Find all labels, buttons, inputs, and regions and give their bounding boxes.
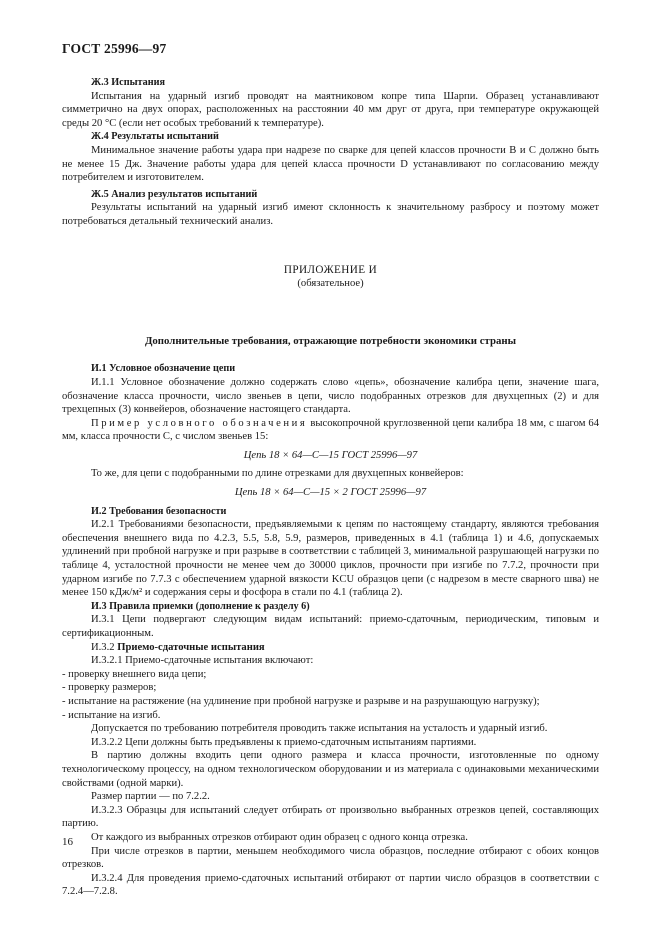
section-i3-p8: От каждого из выбранных отрезков отбирают один образец с одного конца отрезка. [91, 831, 468, 843]
example-label: Пример условного обозначения [91, 417, 308, 429]
section-i1-example [62, 417, 599, 444]
list-item: - испытание на растяжение (на удлинение при пробной нагрузке и разрыве и на разрушающую нагрузку); [62, 695, 540, 707]
section-i3-p3: Допускается по требованию потребителя проводить также испытания на усталость и ударный изгиб. [91, 723, 548, 735]
section-zh5-heading: Ж.5 Анализ результатов испытаний [91, 188, 258, 200]
example-text: высокопрочной круглозвенной цепи калибра 18 мм, с шагом 64 мм, класса прочности С, с числом звеньев 15: [62, 417, 599, 443]
appendix-title: ПРИЛОЖЕНИЕ И [283, 263, 378, 276]
section-i1-p1: И.1.1 Условное обозначение должно содержать слово «цепь», обозначение калибра цепи, значение шага, обозначение класса прочности, число звеньев в цепи, число подобранных отрезков для двухцепных (2) и для трехцепных (3) конвейеров, обозначение настоящего стандарта. [62, 376, 599, 416]
section-i3-p9: При числе отрезков в партии, меньшем необходимого числа образцов, последние отбирают с обоих концов отрезков. [62, 845, 599, 871]
list-item: - испытание на изгиб. [62, 709, 161, 721]
formula-1: Цепь 18 × 64—С—15 ГОСТ 25996—97 [243, 449, 418, 461]
section-zh3-heading: Ж.3 Испытания [91, 77, 166, 88]
section-i323: И.3.2.3 Образцы для испытаний следует отбирать от произвольно выбранных отрезков цепей, составляющих партию. [62, 804, 599, 830]
section-i322: И.3.2.2 Цепи должны быть предъявлены к приемо-сдаточным испытаниям партиями. [91, 736, 477, 748]
section-i324: И.3.2.4 Для проведения приемо-сдаточных испытаний отбирают от партии число образцов в соответствии с 7.2.4—7.2.8. [62, 872, 599, 898]
section-i3-p5: В партию должны входить цепи одного размера и класса прочности, изготовленные по одному технологическому процессу, на одном технологическом оборудовании и из материала с одинаковыми механическими свойствами (одной марки). [62, 750, 599, 789]
section-zh5-text: Результаты испытаний на ударный изгиб имеют склонность к значительному разбросу и поэтому может потребоваться детальный технический анализ. [62, 202, 599, 227]
section-i1-heading: И.1 Условное обозначение цепи [91, 363, 236, 375]
appendix-main-title: Дополнительные требования, отражающие потребности экономики страны [144, 334, 517, 347]
page-header-title: ГОСТ 25996—97 [62, 41, 167, 56]
section-zh4-text: Минимальное значение работы удара при надрезе по сварке для цепей классов прочности В и С должно быть не менее 15 Дж. Значение работы удара для цепей класса прочности D устанавливают по согласованию между потребителем и изготовителем. [62, 144, 599, 184]
section-i3-heading: И.3 Правила приемки (дополнение к разделу 6) [91, 600, 310, 612]
formula-2: Цепь 18 × 64—С—15 × 2 ГОСТ 25996—97 [234, 487, 427, 499]
section-i32-heading [62, 641, 599, 655]
section-i321: И.3.2.1 Приемо-сдаточные испытания включают: [91, 655, 314, 667]
section-zh3-text: Испытания на ударный изгиб проводят на маятниковом копре типа Шарпи. Образец устанавливают симметрично на двух опорах, расположенных на расстоянии 40 мм друг от друга, при температуре окружающей среды 20 °С (если нет особых требований к температуре). [62, 90, 599, 129]
page-content [62, 76, 599, 899]
list-item: - проверку внешнего вида цепи; [62, 668, 207, 680]
section-i3-p1: И.3.1 Цепи подвергают следующим видам испытаний: приемо-сдаточным, периодическим, типовым и сертификационным. [62, 614, 599, 639]
list-item: - проверку размеров; [62, 682, 157, 694]
section-i2-p1: И.2.1 Требованиями безопасности, предъявляемыми к цепям по настоящему стандарту, являются требования обеспечения внешнего вида по 4.2.3, 5.5, 5.8, 5.9, размеров, приведенных в 4.1 (таблица 1) и 4.6, допускаемых удлинений при пробной нагрузке и при разрыве в соответствии с таблицей 3, минимальной разрушающей нагрузки по таблице 4, усталостной прочности не менее чем до 30000 циклов, прочности при изгибе по 7.7.2, прочности при ударном изгибе по 7.7.3 с обеспечением ударной вязкости KCU образцов цепи (с надрезом в месте сварного шва) не менее 150 кДж/м² и содержания серы и фосфора в стали по 4.1 (таблица 2). [62, 519, 599, 599]
page-number: 16 [62, 836, 73, 848]
section-i3-p6: Размер партии — по 7.2.2. [91, 791, 210, 803]
section-i32-number: И.3.2 [91, 641, 115, 653]
section-i2-heading: И.2 Требования безопасности [91, 505, 227, 517]
section-zh4-heading: Ж.4 Результаты испытаний [91, 131, 219, 143]
appendix-subtitle: (обязательное) [297, 278, 364, 290]
section-i1-p2: То же, для цепи с подобранными по длине отрезками для двухцепных конвейеров: [91, 468, 464, 480]
section-i32-title: Приемо-сдаточные испытания [117, 641, 265, 653]
